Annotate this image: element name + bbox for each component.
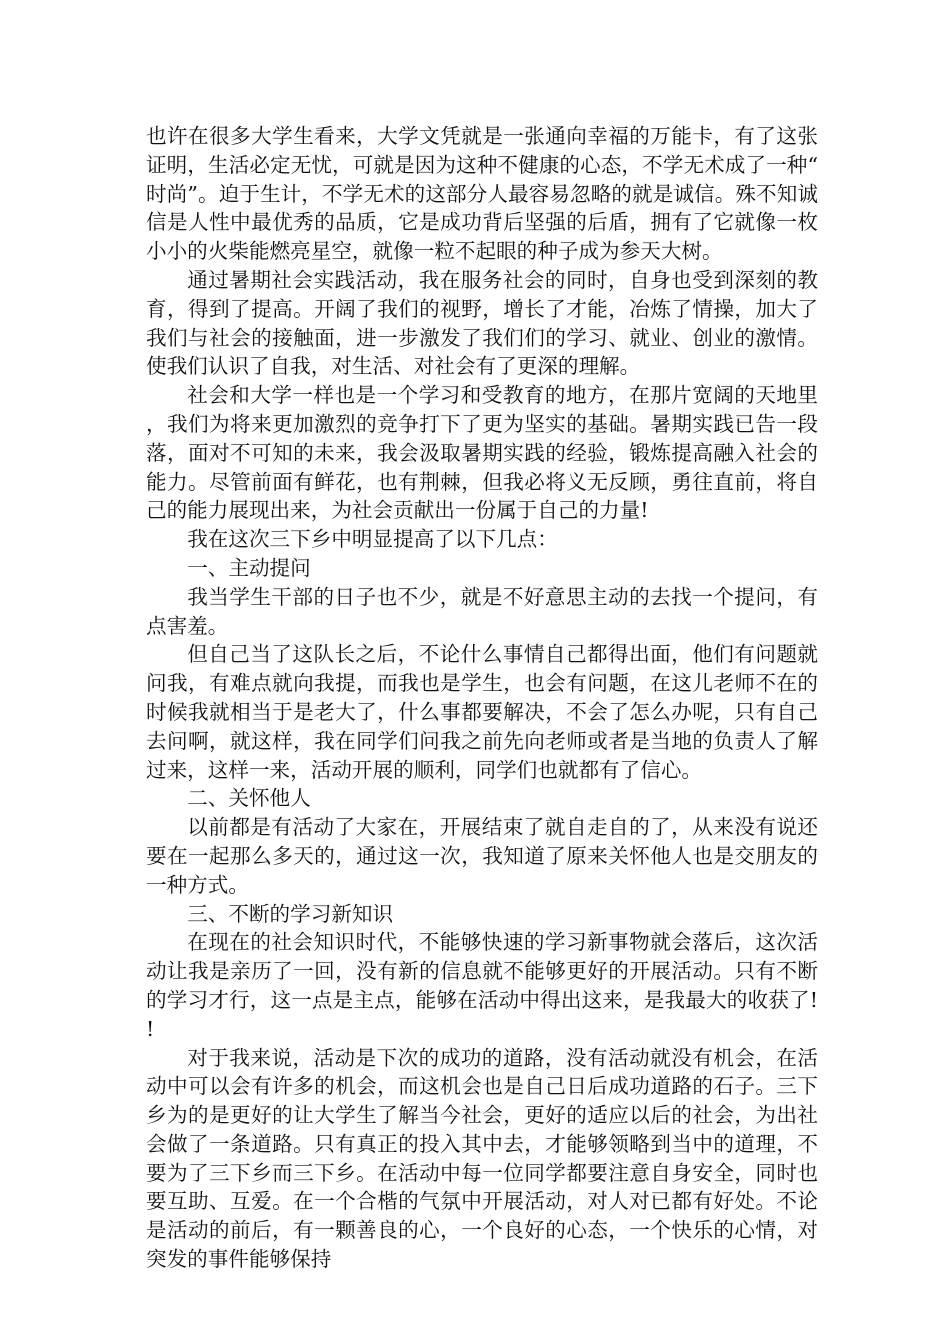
- section-heading-care-others: 二、关怀他人: [187, 786, 311, 811]
- paragraph-care-others: 以前都是有活动了大家在，开展结束了就自走自的了，从来没有说还要在一起那么多天的，通过这一次，我知道了原来关怀他人也是交朋友的一种方式。: [146, 815, 818, 897]
- paragraph-team-leader: 但自己当了这队长之后，不论什么事情自己都得出面，他们有问题就问我，有难点就向我提，而我也是学生，也会有问题，在这儿老师不在的时候我就相当于是老大了，什么事都要解决，不会了怎么办呢，只有自己去问啊，就这样，我在同学们问我之前先向老师或者是当地的负责人了解过来，这样一来，活动开展的顺利，同学们也就都有了信心。: [146, 642, 818, 782]
- paragraph-practice-summary: 通过暑期社会实践活动，我在服务社会的同时，自身也受到深刻的教育，得到了提高。开阔了我们的视野，增长了才能，冶炼了情操，加大了我们与社会的接触面，进一步激发了我们们的学习、就业、创业的激情。使我们认识了自我，对生活、对社会有了更深的理解。: [146, 267, 818, 379]
- paragraph-conclusion: 对于我来说，活动是下次的成功的道路，没有活动就没有机会，在活动中可以会有许多的机会，而这机会也是自己日后成功道路的石子。三下乡为的是更好的让大学生了解当今社会，更好的适应以后的社会，为出社会做了一条道路。只有真正的投入其中去，才能够领略到当中的道理，不要为了三下乡而三下乡。在活动中每一位同学都要注意自身安全，同时也要互助、互爱。在一个合楷的气氛中开展活动，对人对已都有好处。不论是活动的前后，有一颗善良的心，一个良好的心态，一个快乐的心情，对突发的事件能够保持: [146, 1045, 818, 1272]
- paragraph-improvements-lead: 我在这次三下乡中明显提高了以下几点：: [187, 527, 558, 552]
- paragraph-learn-new: 在现在的社会知识时代，不能够快速的学习新事物就会落后，这次活动让我是亲历了一回，没有新的信息就不能够更好的开展活动。只有不断的学习才行，这一点是主点，能够在活动中得出这来，是我最大的收获了!!: [146, 930, 818, 1041]
- paragraph-shy-asking: 我当学生干部的日子也不少，就是不好意思主动的去找一个提问，有点害羞。: [146, 584, 818, 638]
- section-heading-learn-new: 三、不断的学习新知识: [187, 901, 394, 926]
- section-heading-ask-questions: 一、主动提问: [187, 555, 311, 580]
- paragraph-society-learning: 社会和大学一样也是一个学习和受教育的地方，在那片宽阔的天地里，我们为将来更加激烈的竞争打下了更为坚实的基础。暑期实践已告一段落，面对不可知的未来，我会汲取暑期实践的经验，锻炼提高融入社会的能力。尽管前面有鲜花，也有荆棘，但我必将义无反顾，勇往直前，将自己的能力展现出来，为社会贡献出一份属于自己的力量!: [146, 383, 818, 523]
- paragraph-intro: 也许在很多大学生看来，大学文凭就是一张通向幸福的万能卡，有了这张证明，生活必定无忧，可就是因为这种不健康的心态，不学无术成了一种“时尚”。迫于生计，不学无术的这部分人最容易忽略的就是诚信。殊不知诚信是人性中最优秀的品质，它是成功背后坚强的后盾，拥有了它就像一枚小小的火柴能燃亮星空，就像一粒不起眼的种子成为参天大树。: [146, 124, 818, 264]
- document-body: [146, 122, 818, 1274]
